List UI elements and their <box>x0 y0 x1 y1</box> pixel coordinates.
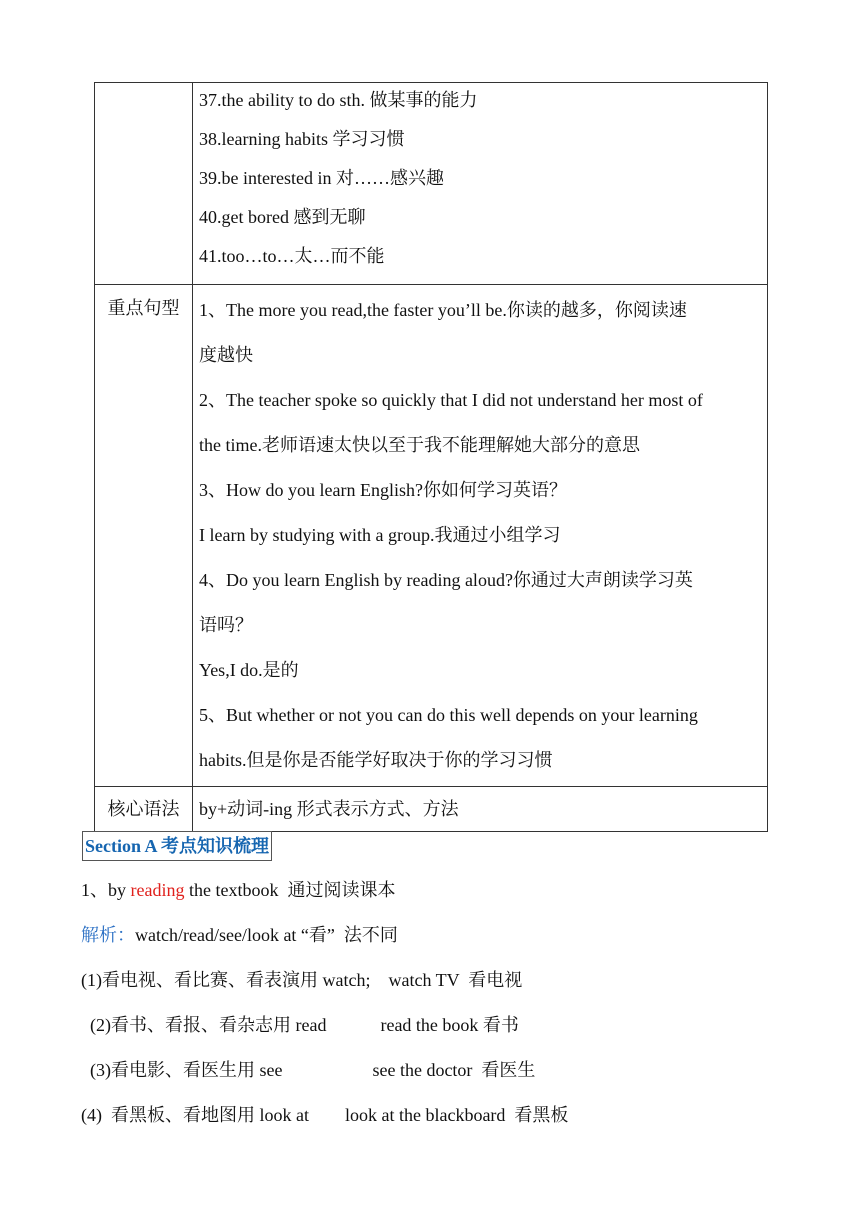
vocab-label-cell <box>95 83 193 285</box>
analysis-label: 解析： <box>81 925 135 945</box>
point-1-highlight: reading <box>130 880 185 900</box>
usage-line: (1)看电视、看比赛、看表演用 watch; watch TV 看电视 <box>81 970 523 990</box>
vocabulary-table <box>94 82 768 832</box>
sentence-line: habits.但是你是否能学好取决于你的学习习惯 <box>199 750 553 770</box>
grammar-label-cell <box>95 787 193 832</box>
usage-line: (2)看书、看报、看杂志用 read read the book 看书 <box>81 1015 519 1035</box>
sentence-line: the time.老师语速太快以至于我不能理解她大部分的意思 <box>199 435 640 455</box>
sentence-line: 2、The teacher spoke so quickly that I did not understand her most of <box>199 390 703 410</box>
vocab-item: 38.learning habits 学习习惯 <box>199 129 405 149</box>
sentence-line: 度越快 <box>199 345 253 365</box>
sentence-line: 语吗？ <box>199 615 253 635</box>
vocab-row <box>95 83 768 285</box>
sentence-line: I learn by studying with a group.我通过小组学习 <box>199 525 561 545</box>
point-1-suffix: the textbook 通过阅读课本 <box>184 880 396 900</box>
vocab-item: 40.get bored 感到无聊 <box>199 207 366 227</box>
vocab-item: 41.too…to…太…而不能 <box>199 246 385 266</box>
sentence-line: Yes,I do.是的 <box>199 660 299 680</box>
sentence-line: 1、The more you read,the faster you’ll be.你读的越多，你阅读速 <box>199 300 687 320</box>
grammar-label: 核心语法 <box>107 799 180 819</box>
usage-line: (3)看电影、看医生用 see see the doctor 看医生 <box>81 1060 536 1080</box>
grammar-content-cell <box>193 787 768 832</box>
sentences-content-cell <box>193 285 768 787</box>
sentence-line: 5、But whether or not you can do this well depends on your learning <box>199 705 698 725</box>
vocab-item: 37.the ability to do sth. 做某事的能力 <box>199 90 478 110</box>
analysis-line <box>81 923 398 947</box>
analysis-text: watch/read/see/look at “看” 法不同 <box>135 925 398 945</box>
sentences-label: 重点句型 <box>107 298 180 318</box>
sentences-row <box>95 285 768 787</box>
vocab-item: 39.be interested in 对……感兴趣 <box>199 168 444 188</box>
sentence-line: 4、Do you learn English by reading aloud?你通过大声朗读学习英 <box>199 570 693 590</box>
sentence-line: 3、How do you learn English?你如何学习英语？ <box>199 480 567 500</box>
point-1 <box>81 878 395 902</box>
sentences-label-cell <box>95 285 193 787</box>
section-title: Section A 考点知识梳理 <box>82 831 272 861</box>
grammar-row <box>95 787 768 832</box>
usage-line: (4) 看黑板、看地图用 look at look at the blackboard 看黑板 <box>81 1105 569 1125</box>
vocab-content-cell <box>193 83 768 285</box>
point-1-prefix: 1、by <box>81 880 131 900</box>
grammar-text: by+动词-ing 形式表示方式、方法 <box>199 799 459 819</box>
